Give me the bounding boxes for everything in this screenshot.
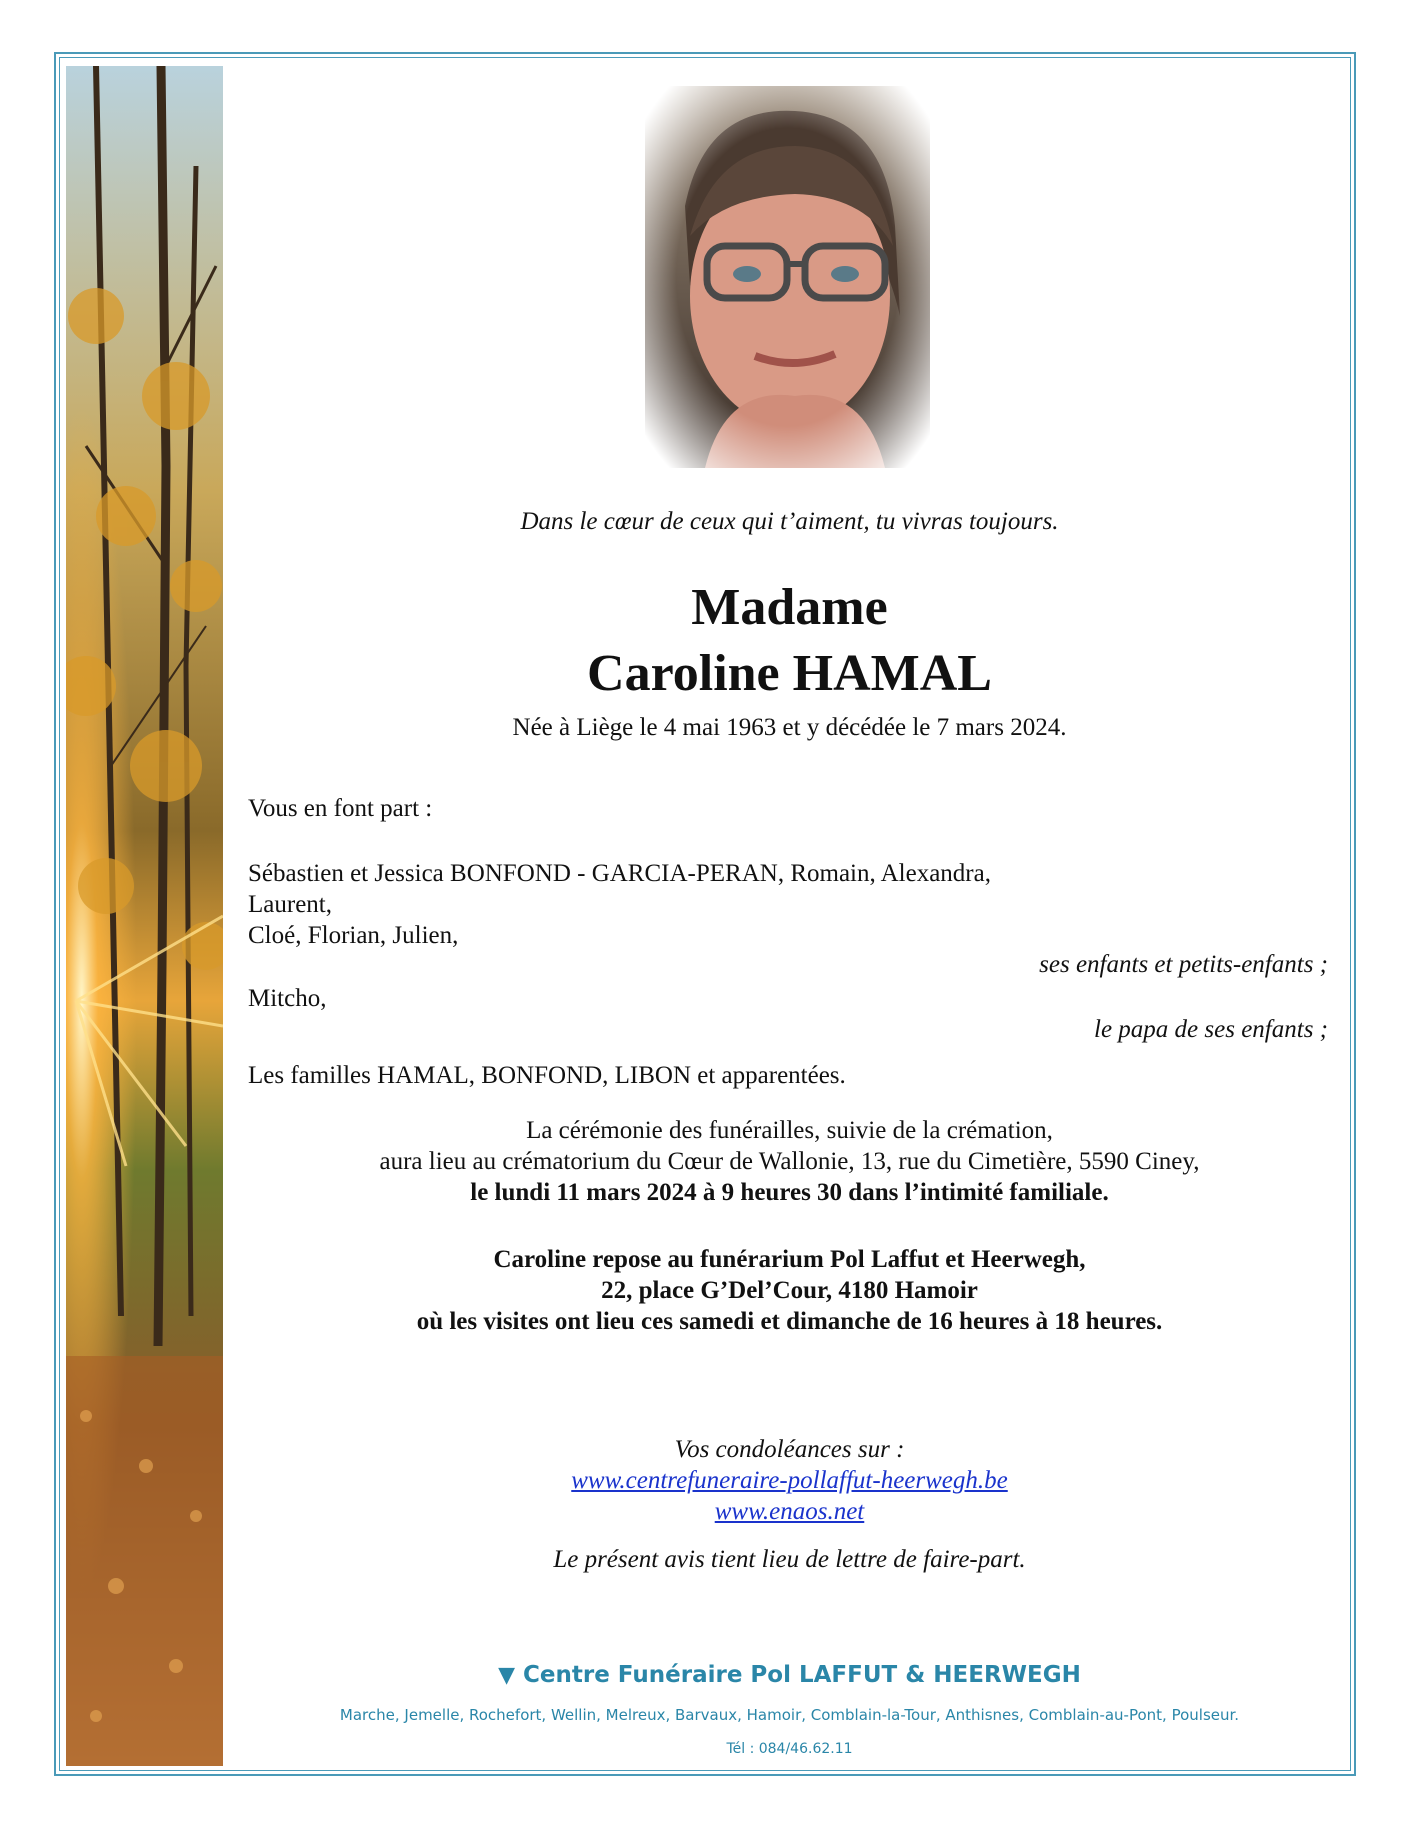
children-line: Laurent,: [248, 891, 332, 918]
partner-role: le papa de ses enfants ;: [1094, 1016, 1328, 1043]
condolences-link-enaos[interactable]: www.enaos.net: [714, 1498, 865, 1525]
notice-line: Le présent avis tient lieu de lettre de faire-part.: [553, 1546, 1026, 1573]
birth-death-line: Née à Liège le 4 mai 1963 et y décédée le 7 mars 2024.: [512, 714, 1067, 741]
families-line: Les familles HAMAL, BONFOND, LIBON et apparentées.: [248, 1062, 846, 1089]
footer-phone: Tél : 084/46.62.11: [726, 1741, 853, 1757]
repose-block: [223, 1244, 1356, 1337]
children-role: ses enfants et petits-enfants ;: [1039, 951, 1328, 978]
announce-intro: Vous en font part :: [248, 795, 433, 822]
repose-line: où les visites ont lieu ces samedi et dimanche de 16 heures à 18 heures.: [416, 1308, 1163, 1335]
honorific: Madame: [691, 579, 888, 636]
portrait-photo: [645, 86, 930, 468]
ceremony-date: le lundi 11 mars 2024 à 9 heures 30 dans l’intimité familiale.: [470, 1179, 1109, 1206]
repose-line: Caroline repose au funérarium Pol Laffut et Heerwegh,: [493, 1246, 1086, 1273]
deceased-name-block: [223, 575, 1356, 707]
down-triangle-icon: ▼: [498, 1663, 516, 1688]
deceased-name: Caroline HAMAL: [587, 645, 992, 702]
footer-cities: Marche, Jemelle, Rochefort, Wellin, Melreux, Barvaux, Hamoir, Comblain-la-Tour, Anthisnes, Comblain-au-Pont, Poulseur.: [339, 1706, 1240, 1724]
footer-company: [223, 1662, 1356, 1688]
ceremony-line: aura lieu au crématorium du Cœur de Wallonie, 13, rue du Cimetière, 5590 Ciney,: [379, 1148, 1200, 1175]
children-list: [248, 858, 991, 951]
ceremony-line: La cérémonie des funérailles, suivie de la crémation,: [526, 1117, 1053, 1144]
children-line: Sébastien et Jessica BONFOND - GARCIA-PERAN, Romain, Alexandra,: [248, 860, 991, 887]
ceremony-block: [223, 1115, 1356, 1208]
children-line: Cloé, Florian, Julien,: [248, 922, 459, 949]
partner-name: Mitcho,: [248, 985, 327, 1012]
condolences-block: [223, 1434, 1356, 1527]
condolences-link-funeral-center[interactable]: www.centrefuneraire-pollaffut-heerwegh.be: [571, 1467, 1008, 1494]
repose-line: 22, place G’Del’Cour, 4180 Hamoir: [601, 1277, 978, 1304]
epigraph: Dans le cœur de ceux qui t’aiment, tu vivras toujours.: [520, 508, 1059, 535]
autumn-trees-image: [66, 66, 223, 1766]
footer-company-name: Centre Funéraire Pol LAFFUT & HEERWEGH: [523, 1662, 1081, 1688]
condolences-intro: Vos condoléances sur :: [674, 1436, 905, 1463]
